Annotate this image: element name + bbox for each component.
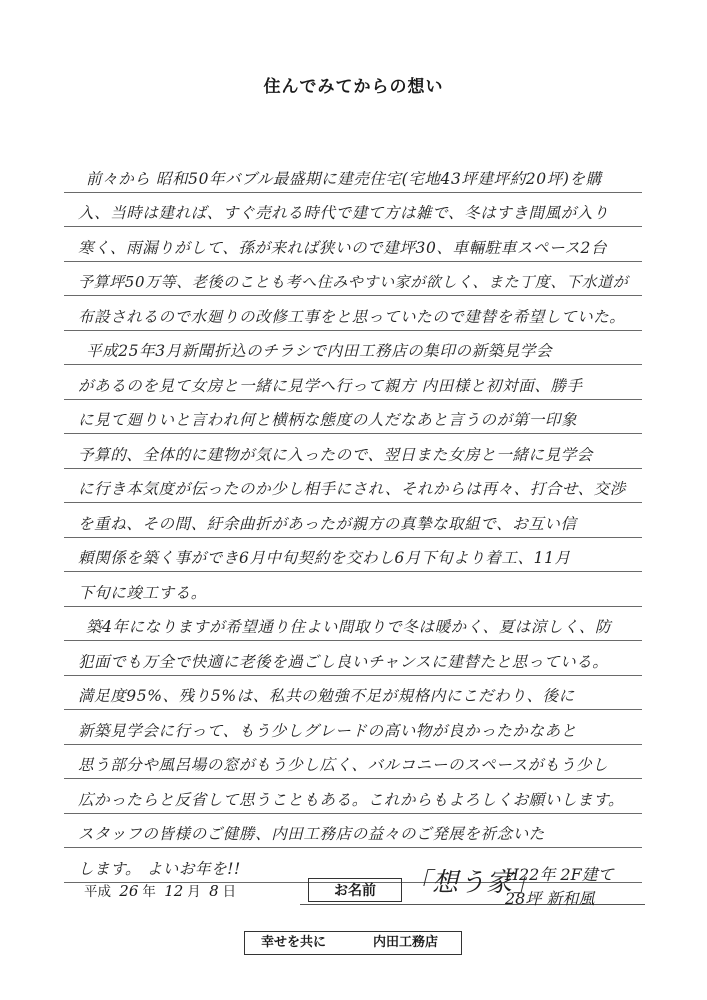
letter-line [64,193,642,228]
letter-line [64,227,642,262]
letter-line [64,710,642,745]
line-text: 予算的、全体的に建物が気に入ったので、翌日また女房と一緒に見学会 [78,445,593,464]
line-text: 思う部分や風呂場の窓がもう少し広く、バルコニーのスペースがもう少し [78,756,609,774]
line-text: 下旬に竣工する。 [78,583,207,602]
name-note-size: 28坪 新和風 [505,889,595,908]
author-name [405,862,614,908]
letter-line [64,469,642,504]
company-stamp [244,931,462,955]
letter-line [64,365,642,400]
line-text: 平成25年3月新聞折込のチラシで内田工務店の集印の新築見学会 [86,342,553,360]
letter-date [84,880,236,900]
line-text: 犯面でも万全で快適に老後を過ごし良いチャンスに建替たと思っている。 [78,652,609,671]
letter-line [64,814,642,849]
letter-line [64,538,642,573]
line-text: 布設されるので水廻りの改修工事をと思っていたので建替を希望していた。 [78,307,626,326]
date-year: 26 [119,882,139,900]
letter-line [64,572,642,607]
letter-line [64,745,642,780]
letter-line [64,262,642,297]
line-text: 広かったらと反省して思うこともある。これからもよろしくお願いします。 [78,790,625,809]
stamp-slogan: 幸せを共に [261,935,327,950]
line-text: 入、当時は建れば、すぐ売れる時代で建て方は雑で、冬はすき間風が入り [78,204,609,222]
letter-line [64,503,642,538]
line-text: 頼関係を築く事ができ6月中旬契約を交わし6月下旬より着工、11月 [78,549,571,567]
line-text: 予算坪50万等、老後のことも考へ住みやすい家が欲しく、また丁度、下水道が [78,273,629,291]
name-label: お名前 [308,878,402,902]
line-text: スタッフの皆様のご健勝、内田工務店の益々のご発展を祈念いた [78,825,545,843]
name-note-house: H22年 2F建て [505,865,614,884]
date-era: 平成 [84,884,111,900]
line-text: 新築見学会に行って、もう少しグレードの高い物が良かったかなあと [78,721,577,740]
line-text: 満足度95%、残り5%は、私共の勉強不足が規格内にこだわり、後に [78,687,575,705]
letter-line [64,676,642,711]
date-day-unit: 日 [222,884,237,900]
line-text: 築4年になりますが希望通り住よい間取りで冬は暖かく、夏は涼しく、防 [86,618,612,636]
line-text: に見て廻りいと言われ何と横柄な態度の人だなあと言うのが第一印象 [78,411,578,429]
letter-line [64,296,642,331]
line-text: 寒く、雨漏りがして、孫が来れば狭いので建坪30、車輛駐車スペース2台 [78,238,608,257]
line-text: 前々から 昭和50年バブル最盛期に建売住宅(宅地43坪建坪約20坪)を購 [86,169,602,188]
letter-line [64,400,642,435]
date-year-unit: 年 [142,884,156,900]
letter-line [64,331,642,366]
date-month: 12 [164,882,184,900]
letter-line [64,607,642,642]
name-main: 「想う家」 [405,868,541,898]
letter-line [64,434,642,469]
date-day: 8 [209,882,219,900]
line-text: を重ね、その間、紆余曲折があったが親方の真摯な取組で、お互い信 [78,514,577,533]
letter-line [64,779,642,814]
date-month-unit: 月 [187,884,201,900]
stamp-company: 内田工務店 [373,935,439,950]
line-text: に行き本気度が伝ったのか少し相手にされ、それからは再々、打合せ、交渉 [78,480,626,498]
line-text: があるのを見て女房と一緒に見学へ行って親方 内田様と初対面、勝手 [78,376,583,395]
letter-line [64,158,642,193]
page-title: 住んでみてからの想い [263,77,444,97]
line-text: します。 よいお年を!! [78,859,241,878]
letter-line [64,641,642,676]
letter-body [64,158,642,883]
